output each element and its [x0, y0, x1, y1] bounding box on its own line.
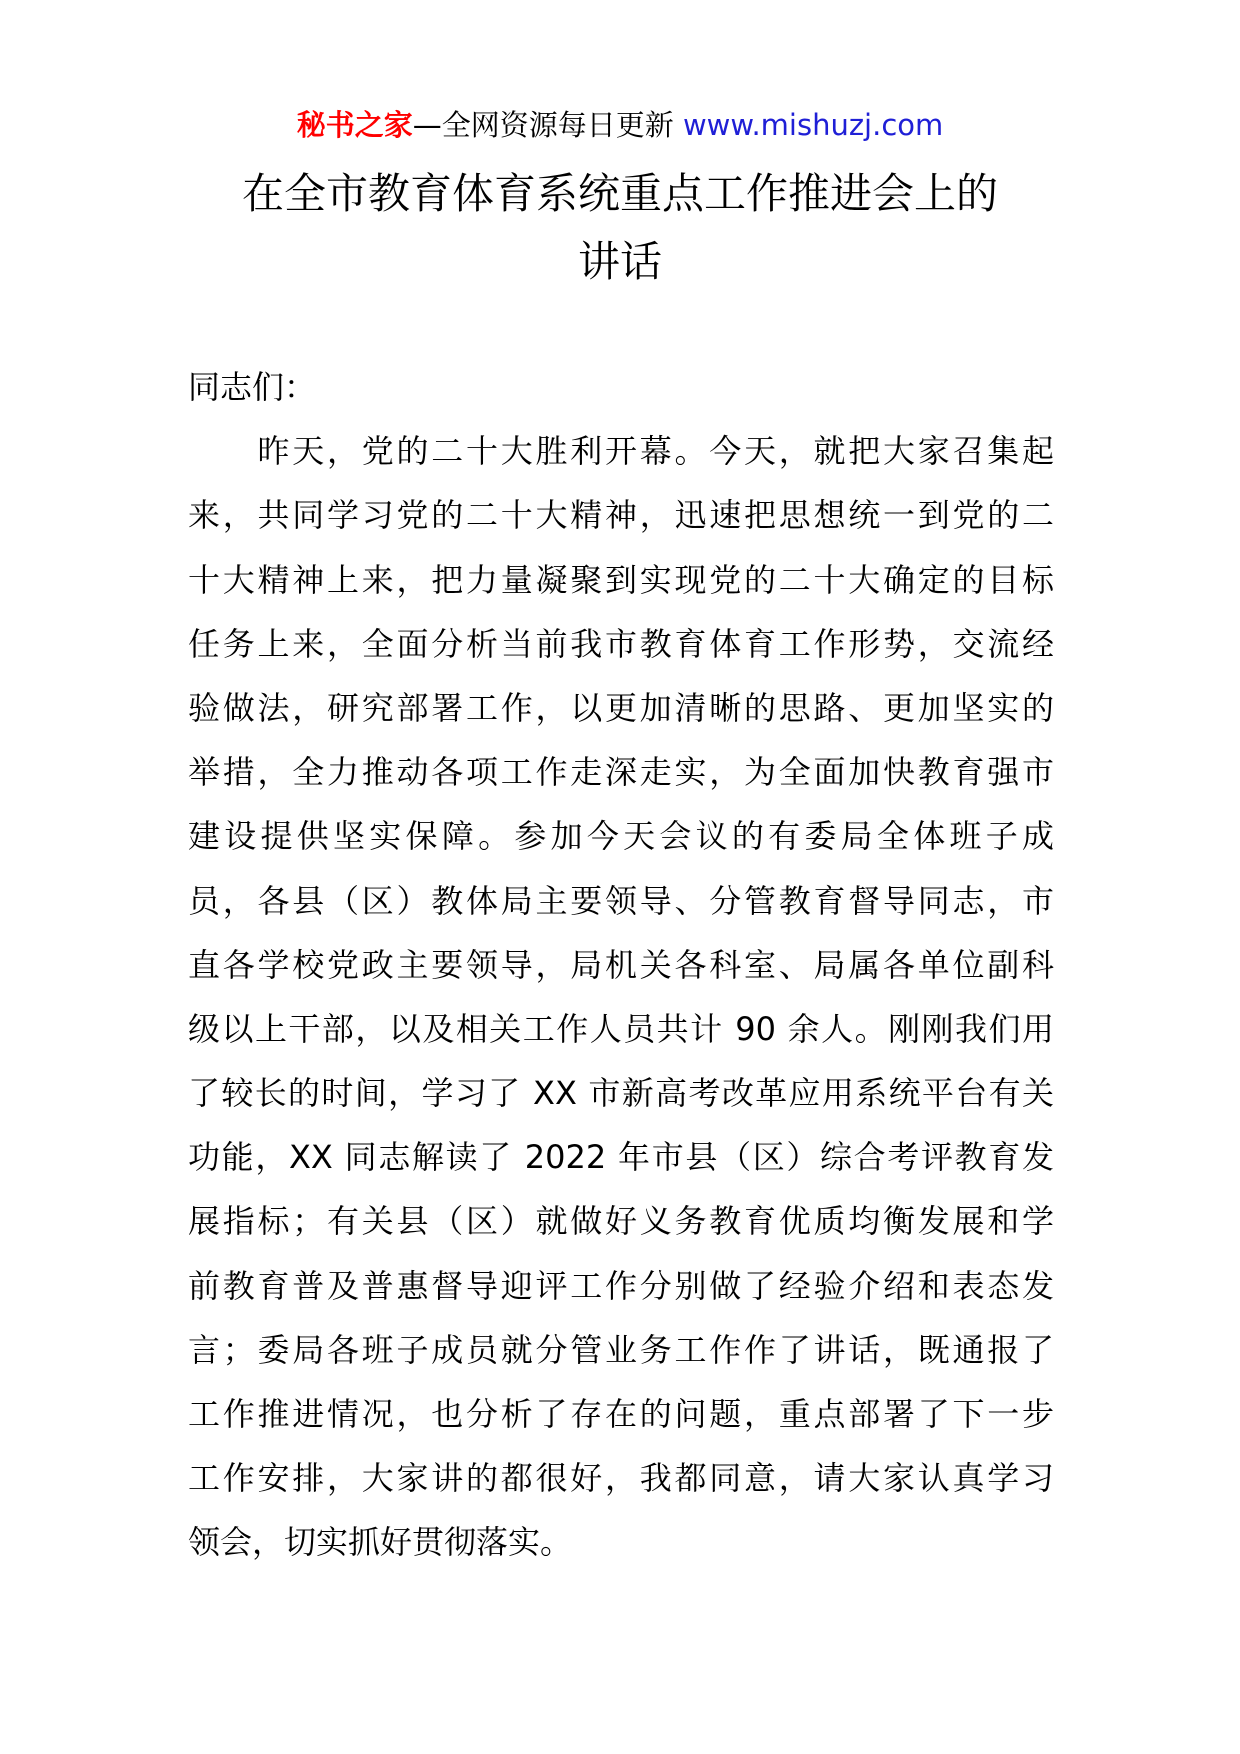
document-body [188, 355, 1054, 1575]
greeting: 同志们： [188, 368, 317, 406]
document-title [150, 160, 1090, 296]
site-brand: 秘书之家 [296, 108, 413, 142]
paragraph-line: 验做法，研究部署工作，以更加清晰的思路、更加坚实的 [188, 688, 1054, 727]
paragraph-line: 工作安排，大家讲的都很好，我都同意，请大家认真学习 [188, 1459, 1054, 1498]
title-line-2: 讲话 [577, 237, 662, 286]
paragraph-line: 言；委局各班子成员就分管业务工作作了讲话，既通报了 [188, 1330, 1054, 1369]
title-line-1: 在全市教育体育系统重点工作推进会上的 [241, 169, 998, 218]
paragraph-line: 前教育普及普惠督导迎评工作分别做了经验介绍和表态发 [188, 1266, 1054, 1305]
paragraph-line: 举措，全力推动各项工作走深走实，为全面加快教育强市 [188, 753, 1054, 792]
site-slogan: —全网资源每日更新 [412, 108, 674, 142]
paragraph-line: 建设提供坚实保障。参加今天会议的有委局全体班子成 [188, 817, 1054, 856]
paragraph-line: 任务上来，全面分析当前我市教育体育工作形势，交流经 [188, 624, 1054, 663]
paragraph-line: 了较长的时间，学习了 XX 市新高考改革应用系统平台有关 [188, 1074, 1054, 1113]
paragraph-line: 员，各县（区）教体局主要领导、分管教育督导同志，市 [188, 881, 1054, 920]
paragraph-line: 直各学校党政主要领导，局机关各科室、局属各单位副科 [188, 945, 1054, 984]
site-url-link[interactable]: www.mishuzj.com [682, 108, 944, 142]
paragraph-line: 十大精神上来，把力量凝聚到实现党的二十大确定的目标 [188, 560, 1054, 599]
paragraph-line: 展指标；有关县（区）就做好义务教育优质均衡发展和学 [188, 1202, 1054, 1241]
paragraph-line: 昨天，党的二十大胜利开幕。今天，就把大家召集起 [188, 432, 1054, 471]
paragraph-line: 级以上干部，以及相关工作人员共计 90 余人。刚刚我们用 [188, 1009, 1054, 1048]
paragraph-line: 功能，XX 同志解读了 2022 年市县（区）综合考评教育发 [188, 1138, 1054, 1177]
paragraph-line: 工作推进情况，也分析了存在的问题，重点部署了下一步 [188, 1395, 1054, 1433]
site-header [0, 100, 1240, 150]
paragraph-line-last: 领会，切实抓好贯彻落实。 [188, 1523, 573, 1562]
paragraph-line: 来，共同学习党的二十大精神，迅速把思想统一到党的二 [188, 496, 1054, 535]
